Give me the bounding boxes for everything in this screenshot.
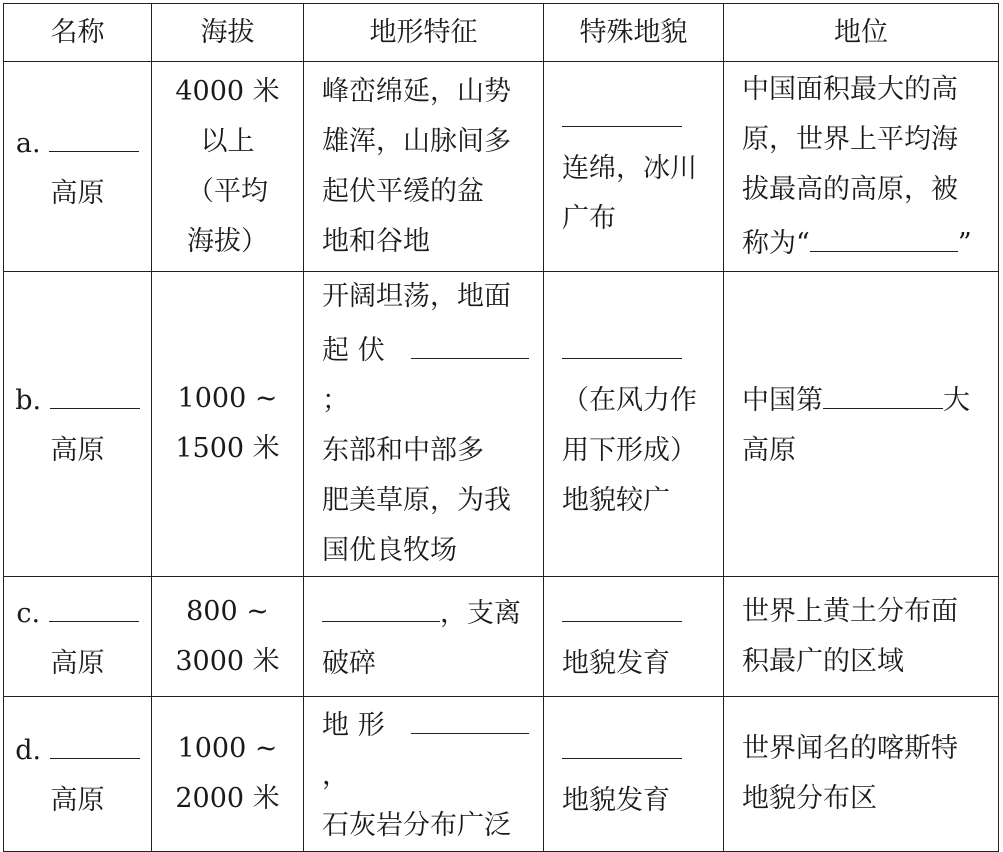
features-line: 地和谷地 [322, 225, 430, 257]
answer-blank[interactable] [322, 585, 440, 622]
landform-cell [544, 697, 724, 852]
answer-blank[interactable] [411, 322, 529, 359]
landform-line: 地貌较广 [562, 485, 670, 516]
features-line: ，支离 [440, 597, 521, 629]
name-cell [4, 697, 152, 852]
altitude-line: 1500 米 [175, 433, 280, 464]
features-line: 国优良牧场 [322, 535, 457, 566]
row-label: a. [15, 127, 41, 159]
features-line: 东部和中部多 [322, 435, 484, 466]
answer-blank[interactable] [50, 722, 140, 759]
plateau-table [3, 3, 999, 852]
name-cell [4, 62, 152, 272]
header-features: 地形特征 [304, 4, 544, 62]
table-row [4, 577, 999, 697]
header-landform: 特殊地貌 [544, 4, 724, 62]
position-line: 原，世界上平均海 [742, 123, 958, 155]
altitude-line: 2000 米 [175, 783, 280, 814]
position-line: 称为“ [742, 227, 810, 259]
altitude-line: 海拔） [187, 225, 268, 257]
answer-blank[interactable] [562, 90, 682, 127]
row-label: d. [15, 735, 42, 766]
landform-line: 连绵，冰川 [562, 152, 697, 184]
position-line: 中国第 [742, 385, 823, 416]
altitude-cell [152, 272, 304, 577]
position-cell [724, 697, 999, 852]
altitude-line: 4000 米 [175, 75, 280, 107]
altitude-line: 3000 米 [175, 645, 280, 677]
answer-blank[interactable] [562, 722, 682, 759]
row-label: b. [15, 385, 42, 416]
table-row [4, 272, 999, 577]
features-cell [304, 272, 544, 577]
position-line: 世界上黄土分布面 [742, 595, 958, 627]
row-label: c. [16, 597, 41, 629]
position-cell [724, 62, 999, 272]
position-line: 拔最高的高原，被 [742, 173, 958, 205]
features-line: 起伏平缓的盆 [322, 175, 484, 207]
position-line: 中国面积最大的高 [742, 73, 958, 105]
landform-cell [544, 62, 724, 272]
punctuation: ； [322, 385, 349, 416]
altitude-line: （平均 [187, 175, 268, 207]
name-cell [4, 577, 152, 697]
features-line: 肥美草原，为我 [322, 485, 511, 516]
altitude-cell [152, 577, 304, 697]
features-line: 地形 [322, 710, 394, 741]
features-line: 石灰岩分布广泛 [322, 810, 511, 841]
landform-line: 广布 [562, 202, 616, 234]
altitude-line: 1000 ~ [177, 383, 278, 414]
quote-mark: ” [957, 227, 972, 259]
features-line: 开阔坦荡，地面 [322, 281, 511, 312]
altitude-line: 以上 [200, 125, 255, 157]
position-line: 世界闻名的喀斯特 [742, 733, 958, 764]
features-line: 雄浑，山脉间多 [322, 125, 511, 157]
features-line: 峰峦绵延，山势 [322, 75, 511, 107]
header-position: 地位 [724, 4, 999, 62]
landform-cell [544, 272, 724, 577]
answer-blank[interactable] [562, 322, 682, 359]
answer-blank[interactable] [823, 372, 943, 409]
table-row [4, 697, 999, 852]
position-cell [724, 272, 999, 577]
table-row [4, 62, 999, 272]
landform-line: 用下形成） [562, 435, 697, 466]
position-cell [724, 577, 999, 697]
answer-blank[interactable] [810, 215, 958, 252]
features-cell [304, 577, 544, 697]
header-name: 名称 [4, 4, 152, 62]
position-line: 大 [943, 385, 970, 416]
position-line: 积最广的区域 [742, 645, 904, 677]
name-suffix: 高原 [50, 785, 105, 816]
landform-line: 地貌发育 [562, 785, 670, 816]
answer-blank[interactable] [50, 372, 140, 409]
features-line: 破碎 [322, 647, 376, 679]
answer-blank[interactable] [562, 585, 682, 622]
position-line: 高原 [742, 435, 796, 466]
name-suffix: 高原 [50, 177, 105, 209]
punctuation: ， [322, 760, 349, 791]
header-row [4, 4, 999, 62]
position-line: 地貌分布区 [742, 783, 877, 814]
answer-blank[interactable] [49, 585, 139, 622]
landform-line: （在风力作 [562, 385, 697, 416]
answer-blank[interactable] [49, 115, 139, 152]
features-cell [304, 697, 544, 852]
features-cell [304, 62, 544, 272]
name-suffix: 高原 [50, 647, 105, 679]
landform-line: 地貌发育 [562, 647, 670, 679]
altitude-cell [152, 697, 304, 852]
altitude-line: 1000 ~ [177, 733, 278, 764]
header-altitude: 海拔 [152, 4, 304, 62]
altitude-line: 800 ~ [186, 595, 269, 627]
name-cell [4, 272, 152, 577]
altitude-cell [152, 62, 304, 272]
answer-blank[interactable] [411, 697, 529, 734]
features-line: 起伏 [322, 335, 394, 366]
landform-cell [544, 577, 724, 697]
name-suffix: 高原 [50, 435, 105, 466]
